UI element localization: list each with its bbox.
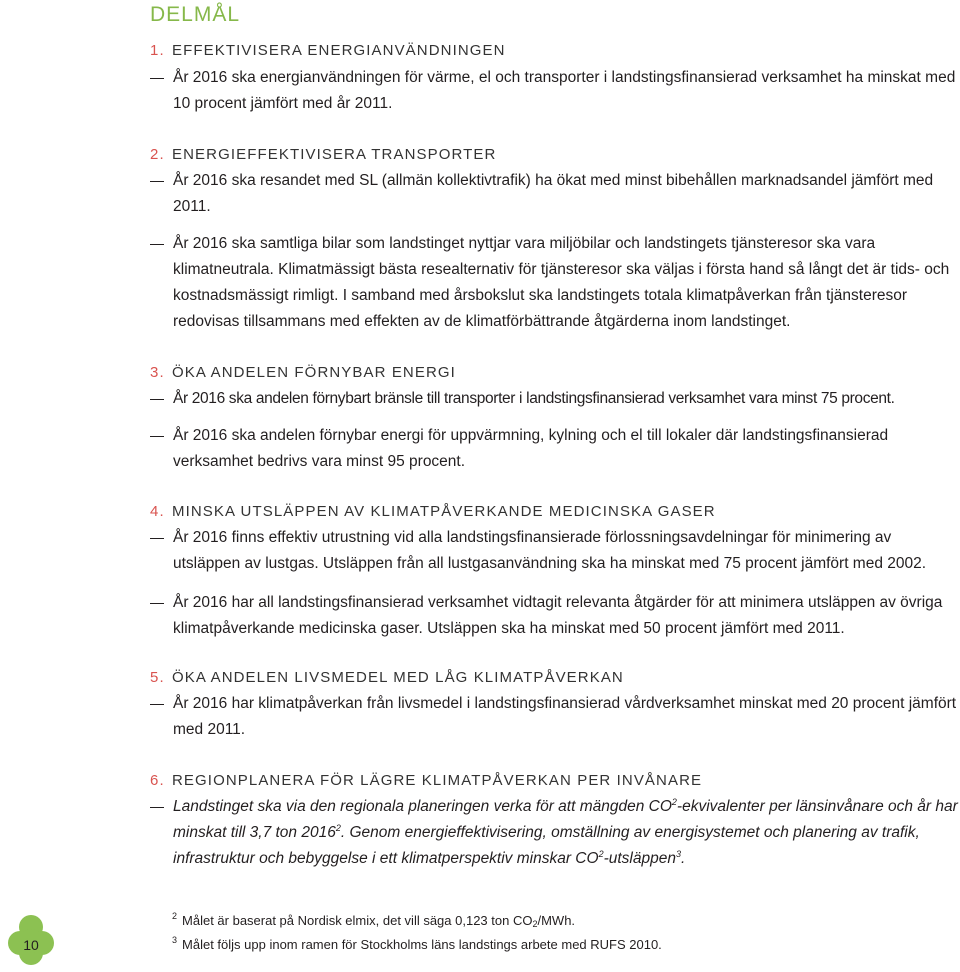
footnote-ref-2: 2 [335, 822, 341, 833]
bullet-dash [150, 603, 164, 604]
goal-item: År 2016 ska resandet med SL (allmän kollektivtrafik) ha ökat med minst bibehållen marknadsandel jämfört med 2011. [173, 172, 934, 215]
text-part: . [680, 850, 686, 867]
subscript-2: 2 [598, 848, 604, 859]
text-part: . Genom energieffektivisering, omställning av energisystemet och planering av trafik, infrastruktur och bebyggelse i ett klimatperspektiv minskar CO [173, 824, 920, 867]
goal-item: År 2016 ska energianvändningen för värme, el och transporter i landstingsfinansierad verksamhet ha minskat med 10 procent jämfört med år 2011. [173, 69, 956, 112]
goal-item-regional [173, 794, 958, 872]
goal-item: År 2016 ska andelen förnybart bränsle till transporter i landstingsfinansierad verksamhet vara minst 75 procent. [173, 390, 895, 407]
section-number: 1. [150, 42, 165, 59]
section-3-title [150, 363, 456, 383]
footnote-2 [173, 913, 575, 929]
footnote-3 [173, 937, 662, 952]
section-title-text: ÖKA ANDELEN LIVSMEDEL MED LÅG KLIMATPÅVERKAN [172, 669, 624, 686]
bullet-dash [150, 244, 164, 245]
goal-item: År 2016 finns effektiv utrustning vid alla landstingsfinansierade förlossningsavdelningar för minimering av utsläppen av lustgas. Utsläppen från all lustgasanvändning ska ha minskat med 75 procent jämfört med 2002. [173, 529, 927, 572]
bullet-dash [150, 78, 164, 79]
section-title-text: ENERGIEFFEKTIVISERA TRANSPORTER [172, 146, 497, 163]
section-5-title [150, 668, 624, 688]
footnote-ref-3: 3 [675, 848, 681, 859]
bullet-dash [150, 399, 164, 400]
subscript: 2 [532, 919, 538, 929]
footnote-text: /MWh. [537, 913, 576, 928]
bullet-dash [150, 538, 164, 539]
text-part: Landstinget ska via den regionala planeringen verka för att mängden CO [173, 798, 672, 815]
section-6-title [150, 771, 702, 791]
bullet-dash [150, 704, 164, 705]
goal-item: År 2016 har klimatpåverkan från livsmedel i landstingsfinansierad vårdverksamhet minskat med 20 procent jämfört med 2011. [173, 695, 957, 738]
goal-item: År 2016 ska andelen förnybar energi för uppvärmning, kylning och el till lokaler där landstingsfinansierad verksamhet bedrivs vara minst 95 procent. [173, 427, 889, 470]
section-number: 3. [150, 364, 165, 381]
footnote-text: Målet följs upp inom ramen för Stockholms läns landstings arbete med RUFS 2010. [182, 937, 662, 952]
section-title-text: EFFEKTIVISERA ENERGIANVÄNDNINGEN [172, 42, 506, 59]
section-4-title [150, 502, 716, 522]
section-1-title [150, 41, 506, 61]
goal-item: År 2016 ska samtliga bilar som landstinget nyttjar vara miljöbilar och landstingets tjänsteresor ska vara klimatneutrala. Klimatmässigt bästa resealternativ för tjänsteresor ska väljas i första hand så långt det är tids- och kostnadsmässigt rimligt. I samband med årsbokslut ska landstingets totala klimatpåverkan från tjänsteresor redovisas tillsammans med effekten av de klimatförbättrande åtgärderna inom landstinget. [173, 235, 950, 330]
text-part: -utsläppen [603, 850, 676, 867]
section-title-text: MINSKA UTSLÄPPEN AV KLIMATPÅVERKANDE MEDICINSKA GASER [172, 503, 716, 520]
bullet-dash [150, 436, 164, 437]
bullet-dash [150, 807, 164, 808]
section-title-text: REGIONPLANERA FÖR LÄGRE KLIMATPÅVERKAN PER INVÅNARE [172, 772, 703, 789]
section-title-text: ÖKA ANDELEN FÖRNYBAR ENERGI [172, 364, 456, 381]
subscript-2: 2 [671, 796, 677, 807]
section-number: 2. [150, 146, 165, 163]
footnote-mark: 3 [172, 935, 178, 945]
goal-item: År 2016 har all landstingsfinansierad verksamhet vidtagit relevanta åtgärder för att minimera utsläppen av övriga klimatpåverkande medicinska gaser. Utsläppen ska ha minskat med 50 procent jämfört med 2011. [173, 594, 943, 637]
section-number: 6. [150, 772, 165, 789]
footnote-mark: 2 [172, 911, 178, 921]
bullet-dash [150, 181, 164, 182]
text-part: -ekvivalenter per länsinvånare och år har minskat till 3,7 ton 2016 [173, 798, 958, 841]
section-number: 5. [150, 669, 165, 686]
section-number: 4. [150, 503, 165, 520]
section-2-title [150, 145, 496, 165]
page-heading: DELMÅL [150, 3, 241, 26]
page-number: 10 [23, 937, 39, 953]
footnote-text: Målet är baserat på Nordisk elmix, det vill säga 0,123 ton CO [182, 913, 533, 928]
